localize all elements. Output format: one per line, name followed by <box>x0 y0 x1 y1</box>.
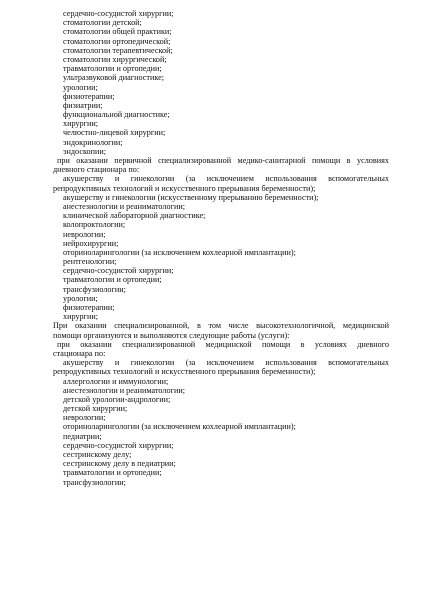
document-line: клинической лабораторной диагностике; <box>63 211 206 221</box>
document-line: хирургии; <box>63 312 99 322</box>
document-line: сердечно-сосудистой хирургии; <box>63 266 174 276</box>
document-line: акушерству и гинекологии (за исключением использования вспомогательных <box>63 174 389 184</box>
document-line: помощи организуются и выполняются следующие работы (услуги): <box>53 330 290 340</box>
document-line: травматологии и ортопедии; <box>63 468 162 478</box>
document-line: сердечно-сосудистой хирургии; <box>63 440 174 450</box>
document-line: репродуктивных технологий и искусственного прерывания беременности); <box>53 183 316 193</box>
document-line: физиотерапии; <box>63 303 115 312</box>
document-line: репродуктивных технологий и искусственного прерывания беременности); <box>53 367 316 377</box>
document-line: трансфузиологии; <box>63 284 126 294</box>
document-line: педиатрии; <box>63 431 102 441</box>
document-line: трансфузиологии; <box>63 477 126 487</box>
document-body <box>53 9 389 487</box>
document-line: стоматологии детской; <box>63 18 142 28</box>
document-line: неврологии; <box>63 229 106 239</box>
document-line: сестринскому делу; <box>63 450 132 459</box>
document-line: оториноларингологии (за исключением кохлеарной имплантации); <box>63 247 296 257</box>
document-line: функциональной диагностике; <box>63 110 170 120</box>
document-line: эндоскопии; <box>63 146 107 156</box>
document-line: травматологии и ортопедии; <box>63 64 162 74</box>
document-line: хирургии; <box>63 119 99 129</box>
document-line: урологии; <box>63 82 98 92</box>
document-line: при оказании первичной специализированной медико-санитарной помощи в условиях <box>57 156 389 165</box>
document-line: стоматологии общей практики; <box>63 27 172 37</box>
document-line: стационара по: <box>53 348 106 358</box>
document-line: детской хирургии; <box>63 404 128 414</box>
document-line: нейрохирургии; <box>63 238 119 248</box>
document-line: оториноларингологии (за исключением кохлеарной имплантации); <box>63 422 296 432</box>
document-line: сестринскому делу в педиатрии; <box>63 459 176 469</box>
document-line: анестезиологии и реаниматологии; <box>63 385 185 395</box>
document-line: акушерству и гинекологии (искусственному прерыванию беременности); <box>63 192 319 202</box>
document-line: рентгенологии; <box>63 257 117 267</box>
document-line: стоматологии хирургической; <box>63 54 167 64</box>
document-line: стоматологии ортопедической; <box>63 36 171 46</box>
document-line: урологии; <box>63 293 98 303</box>
document-line: ультразвуковой диагностике; <box>63 73 165 83</box>
document-line: челюстно-лицевой хирургии; <box>63 128 166 138</box>
document-line: эндокринологии; <box>63 137 123 147</box>
document-line: физиатрии; <box>63 100 103 110</box>
document-line: стоматологии терапевтической; <box>63 45 173 55</box>
document-line: колопроктологии; <box>63 220 126 230</box>
document-line: травматологии и ортопедии; <box>63 275 162 285</box>
document-line: аллергологии и иммунологии; <box>63 376 169 386</box>
document-line: физиотерапии; <box>63 91 115 101</box>
document-line: анестезиологии и реаниматологии; <box>63 201 185 211</box>
document-line: При оказании специализированной, в том числе высокотехнологичной, медицинской <box>53 321 389 331</box>
document-line: дневного стационара по: <box>53 165 140 175</box>
document-line: акушерству и гинекологии (за исключением использования вспомогательных <box>63 358 389 368</box>
document-line: сердечно-сосудистой хирургии; <box>63 9 174 18</box>
document-line: при оказании специализированной медицинской помощи в условиях дневного <box>57 339 389 349</box>
document-line: детской урологии-андрологии; <box>63 394 171 404</box>
document-line: неврологии; <box>63 413 106 423</box>
